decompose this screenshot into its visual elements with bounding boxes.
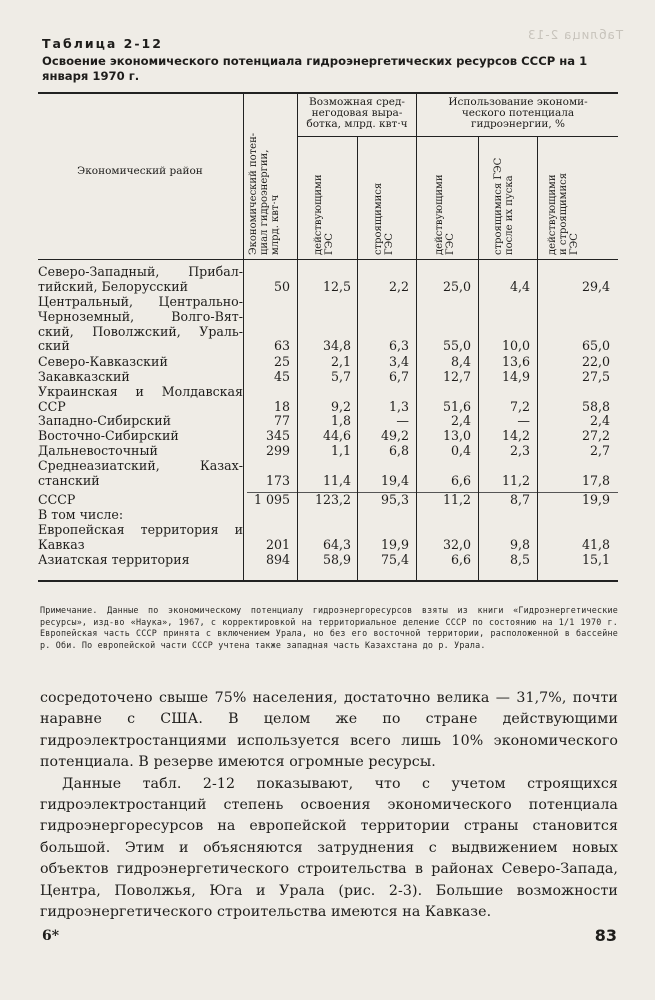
cell-out-op: 2,1 (330, 354, 351, 369)
cell-out-con: 3,4 (388, 354, 409, 369)
cell-out-op: 9,2 (330, 398, 351, 414)
col-rule (357, 137, 358, 580)
cell-potential: 1 095 (253, 492, 290, 507)
cell-use-con: 14,9 (501, 369, 530, 384)
header-out-operating: действующими ГЭС (313, 174, 335, 255)
region-name: Западно-Сибирский (38, 413, 172, 428)
cell-use-tot: 29,4 (581, 278, 610, 294)
cell-out-op: 5,7 (330, 369, 351, 384)
cell-out-con: 6,3 (388, 338, 409, 354)
cell-out-op: 11,4 (322, 472, 351, 488)
header-use-total: действующими и строящимися ГЭС (547, 172, 580, 255)
cell-out-op: 123,2 (314, 492, 351, 507)
cell-out-con: 6,7 (388, 369, 409, 384)
cell-use-con: 8,5 (509, 552, 530, 567)
cell-use-op: 11,2 (442, 492, 471, 507)
cell-use-op: 6,6 (450, 472, 471, 488)
cell-use-op: 55,0 (442, 338, 471, 354)
header-potential: Экономический потен- циал гидроэнергии, млрд. квт·ч (248, 132, 281, 255)
cell-use-con: — (517, 413, 530, 428)
cell-use-con: 8,7 (509, 492, 530, 507)
cell-use-tot: 22,0 (581, 354, 610, 369)
col-rule (297, 92, 298, 580)
cell-potential: 894 (265, 552, 290, 567)
cell-out-con: 75,4 (380, 552, 409, 567)
cell-use-tot: 17,8 (581, 472, 610, 488)
region-name: Восточно-Сибирский (38, 428, 179, 443)
cell-out-op: 1,1 (330, 443, 351, 458)
cell-use-tot: 15,1 (581, 552, 610, 567)
body-text (40, 688, 618, 923)
region-name: Центральный, Центрально- Черноземный, Волго-Вят- ский, Поволжский, Ураль- ский (38, 294, 243, 354)
header-use-group: Использование экономи- ческого потенциала гидроэнергии, % (448, 96, 588, 130)
cell-out-con: 19,9 (380, 536, 409, 552)
cell-out-op: 64,3 (322, 536, 351, 552)
cell-use-con: 11,2 (501, 472, 530, 488)
cell-use-con: 2,3 (509, 443, 530, 458)
region-name: Северо-Западный, Прибал- тийский, Белорусский (38, 264, 243, 294)
col-rule (537, 137, 538, 580)
cell-potential: 299 (265, 443, 290, 458)
table-title: Освоение экономического потенциала гидроэнергетических ресурсов СССР на 1 января 1970 г. (42, 54, 588, 83)
paragraph: Данные табл. 2-12 показывают, что с учетом строящихся гидроэлектростанций степень освоения экономического потенциала гидроэнергоресурсов на европейской территории страны становится большой. Этим и объясняются затруднения с выдвижением новых объектов гидроэнергетического строительства в районах Северо-Запада, Центра, Поволжья, Юга и Урала (рис. 2-3). Большие возможности гидроэнергетического строительства имеются на Кавказе. (40, 775, 618, 921)
cell-use-op: 25,0 (442, 278, 471, 294)
header-out-construction: строящимися ГЭС (373, 182, 395, 255)
cell-use-con: 9,8 (509, 536, 530, 552)
cell-out-con: 49,2 (380, 428, 409, 443)
cell-use-tot: 2,7 (589, 443, 610, 458)
region-name: Дальневосточный (38, 443, 158, 458)
cell-use-op: 13,0 (442, 428, 471, 443)
cell-use-tot: 19,9 (581, 492, 610, 507)
signature-mark: 6* (42, 928, 60, 944)
cell-use-tot: 27,5 (581, 369, 610, 384)
header-bottom-rule (38, 259, 618, 260)
totals-rule (247, 492, 618, 493)
cell-out-con: 2,2 (388, 278, 409, 294)
cell-out-op: 58,9 (322, 552, 351, 567)
cell-use-con: 13,6 (501, 354, 530, 369)
cell-potential: 63 (273, 338, 290, 354)
region-name: Азиатская территория (38, 552, 190, 567)
cell-out-op: 12,5 (322, 278, 351, 294)
cell-use-tot: 58,8 (581, 398, 610, 414)
cell-out-con: 95,3 (380, 492, 409, 507)
cell-out-con: 19,4 (380, 472, 409, 488)
col-rule (478, 137, 479, 580)
cell-use-op: 6,6 (450, 552, 471, 567)
bleed-through-header: Таблица 2-13 (526, 28, 623, 42)
cell-use-con: 4,4 (509, 278, 530, 294)
table-bottom-rule (38, 580, 618, 582)
col-rule (416, 92, 417, 580)
group-divider-rule (297, 136, 618, 137)
region-name: В том числе: (38, 507, 124, 522)
cell-potential: 25 (273, 354, 290, 369)
region-name: СССР (38, 492, 76, 507)
cell-potential: 45 (273, 369, 290, 384)
cell-use-tot: 41,8 (581, 536, 610, 552)
region-name: Закавказский (38, 369, 130, 384)
col-rule (243, 92, 244, 580)
cell-out-op: 1,8 (330, 413, 351, 428)
cell-use-op: 0,4 (450, 443, 471, 458)
cell-use-con: 10,0 (501, 338, 530, 354)
cell-out-con: — (396, 413, 409, 428)
cell-use-tot: 65,0 (581, 338, 610, 354)
region-name: Украинская и Молдавская ССР (38, 384, 243, 414)
region-name: Европейская территория и Кавказ (38, 522, 243, 552)
region-name: Северо-Кавказский (38, 354, 168, 369)
cell-use-con: 7,2 (509, 398, 530, 414)
cell-potential: 345 (265, 428, 290, 443)
cell-out-con: 1,3 (388, 398, 409, 414)
cell-potential: 173 (265, 472, 290, 488)
cell-use-tot: 2,4 (589, 413, 610, 428)
cell-use-op: 12,7 (442, 369, 471, 384)
paragraph: сосредоточено свыше 75% населения, достаточно велика — 31,7%, почти наравне с США. В целом же по стране действующими гидроэлектростанциями используется всего лишь 10% экономического потенциала. В резерве имеются огромные ресурсы. (40, 690, 618, 771)
cell-potential: 77 (273, 413, 290, 428)
table-label: Таблица 2-12 (42, 36, 163, 51)
cell-out-con: 6,8 (388, 443, 409, 458)
cell-out-op: 34,8 (322, 338, 351, 354)
cell-potential: 50 (273, 278, 290, 294)
header-use-operating: действующими ГЭС (434, 174, 456, 255)
cell-potential: 18 (273, 398, 290, 414)
cell-use-op: 2,4 (450, 413, 471, 428)
cell-use-con: 14,2 (501, 428, 530, 443)
cell-out-op: 44,6 (322, 428, 351, 443)
header-use-construction: строящимися ГЭС после их пуска (493, 157, 515, 255)
table-note: Примечание. Данные по экономическому потенциалу гидроэнергоресурсов взяты из книги «Гидроэнергетические ресурсы», изд-во «Наука», 1967, с корректировкой на территориальное деление СССР по состоянию на 1/1 1970 г. Европейская часть СССР принята с включением Урала, но без его восточной территории, расположенной в бассейне р. Оби. По европейской части СССР учтена также западная часть Казахстана до р. Урала. (40, 605, 618, 650)
cell-potential: 201 (265, 536, 290, 552)
page-number: 83 (594, 926, 617, 945)
cell-use-tot: 27,2 (581, 428, 610, 443)
cell-use-op: 32,0 (442, 536, 471, 552)
table-top-rule (38, 92, 618, 94)
header-output-group: Возможная сред- негодовая выра- ботка, млрд. квт·ч (306, 96, 408, 130)
header-region: Экономический район (77, 165, 203, 177)
region-name: Среднеазиатский, Казах- станский (38, 458, 243, 488)
cell-use-op: 51,6 (442, 398, 471, 414)
cell-use-op: 8,4 (450, 354, 471, 369)
